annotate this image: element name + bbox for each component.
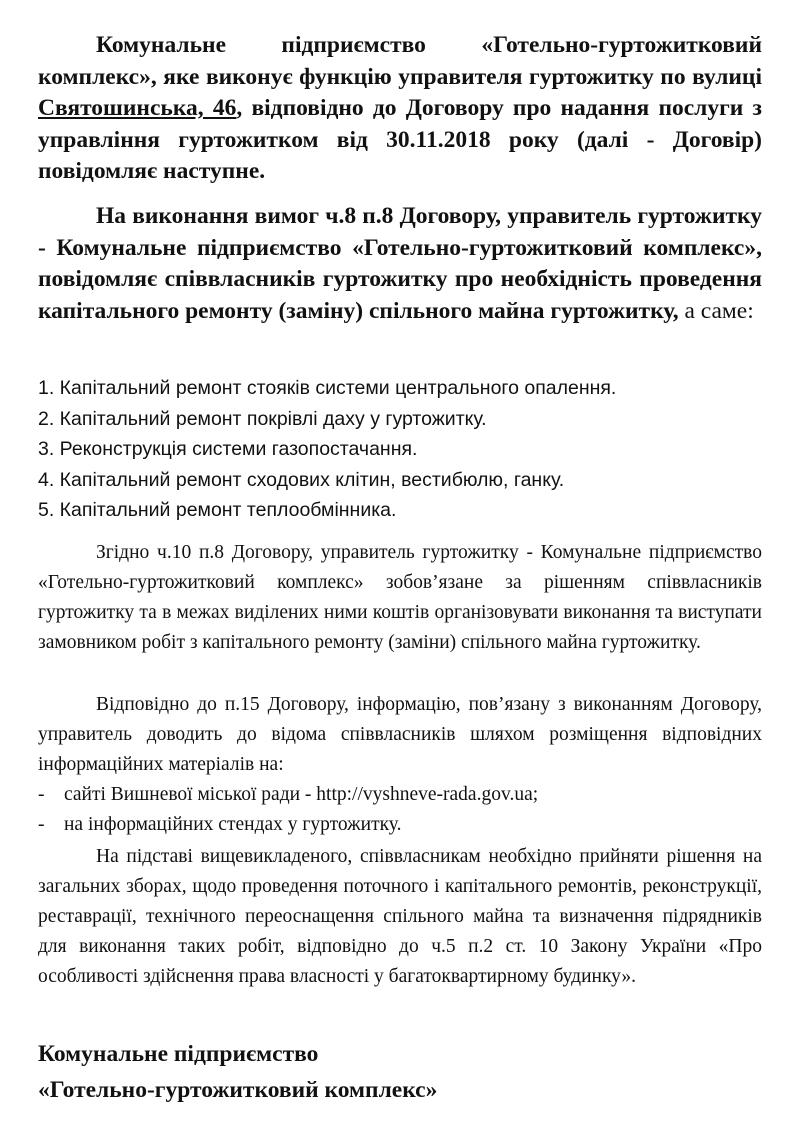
article-10-paragraph [38,538,762,658]
website-text: сайті Вишневої міської ради - http://vyshneve-rada.gov.ua; [64,784,539,805]
intro-text-2: , відповідно до Договору про надання послуги з управління гуртожитком від 30.11.2018 року (далі - Договір) повідомляє наступне. [38,95,762,184]
notice-tail: а саме: [678,297,754,324]
basis-text: На підставі вищевикладеного, співвласникам необхідно прийняти рішення на загальних зборах, щодо проведення поточного і капітального ремонтів, реконструкції, реставрації, технічного переоснащення спільного майна та визначення підрядників для виконання таких робіт, відповідно до ч.5 п.2 ст. 10 Закону України «Про особливості здійснення права власності у багатоквартирному будинку». [38,846,762,987]
stands-text: на інформаційних стендах у гуртожитку. [64,814,402,835]
info-channel-website [38,780,762,810]
intro-text-1: Комунальне підприємство «Готельно-гуртожитковий комплекс», яке виконує функцію управителя гуртожитку по вулиці [38,32,762,90]
info-channel-stands [38,810,762,840]
article-15-text: Відповідно до п.15 Договору, інформацію, пов’язану з виконанням Договору, управитель доводить до відома співвласників шляхом розміщення відповідних інформаційних матеріалів на: [38,694,762,775]
article-15-paragraph [38,690,762,780]
info-channel-list [38,780,762,840]
dormitory-address: Святошинська, 46 [38,95,237,121]
signature-line-2: «Готельно-гуртожитковий комплекс» [38,1077,438,1103]
notice-bold-text: На виконання вимог ч.8 п.8 Договору, управитель гуртожитку - Комунальне підприємство «Готельно-гуртожитковий комплекс», повідомляє співвласників гуртожитку про необхідність проведення капітального ремонту (заміну) спільного майна гуртожитку, [38,203,762,324]
intro-paragraph [38,30,762,188]
list-dash: - [38,784,45,805]
repair-list [38,373,762,526]
article-10-text: Згідно ч.10 п.8 Договору, управитель гуртожитку - Комунальне підприємство «Готельно-гуртожитковий комплекс» зобов’язане за рішенням співвласників гуртожитку та в межах виділених ними коштів організовувати виконання та виступати замовником робіт з капітального ремонту (заміни) спільного майна гуртожитку. [38,542,762,653]
repair-item-2: 2. Капітальний ремонт покрівлі даху у гуртожитку. [38,407,487,430]
signature-block [38,1036,762,1108]
repair-item-3: 3. Реконструкція системи газопостачання. [38,438,418,460]
repair-item-4: 4. Капітальний ремонт сходових клітин, вестибюлю, ганку. [38,468,565,491]
signature-line-1: Комунальне підприємство [38,1041,319,1067]
basis-paragraph [38,842,762,992]
notice-paragraph [38,201,762,327]
repair-item-5: 5. Капітальний ремонт теплообмінника. [38,499,397,521]
list-dash: - [38,814,45,835]
repair-item-1: 1. Капітальний ремонт стояків системи центрального опалення. [38,377,617,399]
